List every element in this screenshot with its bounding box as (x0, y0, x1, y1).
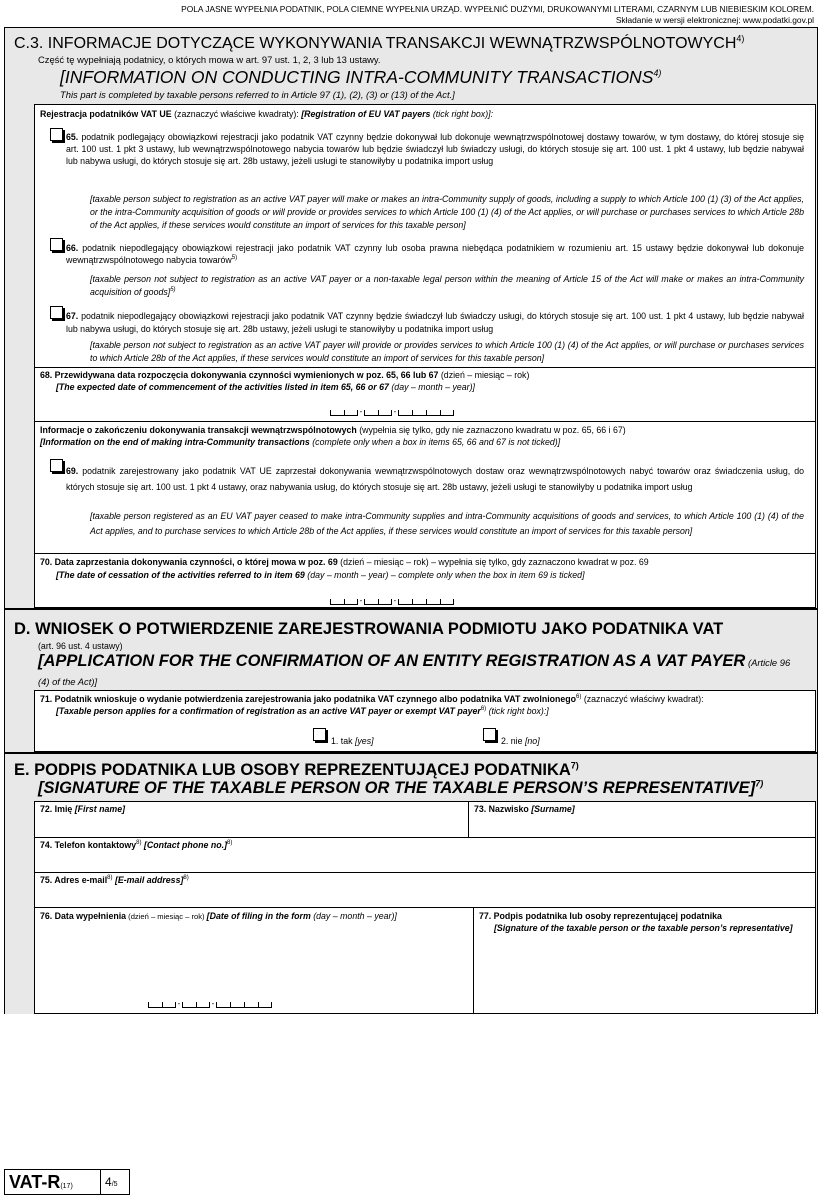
field-email[interactable]: 75. Adres e-mail$^{8)}$ [E-mail address]$^{8)}$ (40, 875, 189, 885)
d-title: D. WNIOSEK O POTWIERDZENIE ZAREJESTROWANIA PODMIOTU JAKO PODATNIKA VAT (14, 620, 724, 638)
item-65-text: 65. podatnik podlegający obowiązkowi rejestracji jako podatnik VAT czynny będzie dokonywał lub dokonuje wewnątrzwspólnotowej dostawy towarów, w tym dostawy, do której stosuje się art. 100 ust. 1 pkt 3 ustawy, lub wewnątrzwspólnotowego nabycia towarów lub będzie świadczył lub świadczy usługi, do których stosuje się art. 100 ust. 1 pkt 4 ustawy, lub będzie nabywał lub nabywa usługi, do których stosuje się art. 28b ustawy, jeżeli usługi te stanowiłyby u podatnika import usług (66, 132, 804, 166)
form-code: VAT-R(17) (9, 1172, 73, 1192)
c3-title: C.3. INFORMACJE DOTYCZĄCE WYKONYWANIA TRANSAKCJI WEWNĄTRZWSPÓLNOTOWYCH$^{4)}$ (14, 33, 745, 52)
c3-subtitle-en: This part is completed by taxable persons referred to in Article 97 (1), (2), (3) or (13) of the Act.] (60, 89, 455, 100)
checkbox-67[interactable] (50, 306, 63, 319)
option-yes-label: 1. tak [yes] (331, 736, 374, 746)
item-65-text-en: [taxable person subject to registration as an active VAT payer will make or makes an intra-Community supply of goods, including a supply to which Article 100 (1) (3) of the Act applies, or the intra-Community acquisition of goods or will provide or provides services to which Article 100 (1) (4) of the Act applies, or will purchase or purchases services to which Article 28b of the Act applies, if these services would constitute an import of services for this taxable person] (90, 194, 804, 230)
item-70-label: 70. Data zaprzestania dokonywania czynności, o której mowa w poz. 69 (dzień – miesiąc – rok) – wypełnia się tylko, gdy zaznaczono kwadrat w poz. 69 (40, 557, 649, 567)
item-71-label: 71. Podatnik wnioskuje o wydanie potwierdzenia zarejestrowania jako podatnika VAT czynnego albo podatnika VAT zwolnionego$^{6)}$ (zaznaczyć właściwy kwadrat): (40, 694, 704, 704)
header-electronic: Składanie w wersji elektronicznej: www.podatki.gov.pl (615, 15, 814, 25)
item-69-text: 69. podatnik zarejestrowany jako podatnik VAT UE zaprzestał dokonywania wewnątrzwspólnotowych dostaw oraz wewnątrzwspólnotowych nabyć towarów oraz świadczenia usług, do których stosuje się art. 100 ust. 1 pkt 4 ustawy, oraz nabywania usług, do których stosuje się art. 28b ustawy, jeżeli usługi te stanowiłyby u podatnika import usług (66, 466, 805, 492)
field-first-name[interactable]: 72. Imię [First name] (40, 804, 126, 814)
page-header (14, 4, 814, 26)
d-title-en: [APPLICATION FOR THE CONFIRMATION OF AN ENTITY REGISTRATION AS A VAT PAYER (Article 96 (4) of the Act)] (38, 652, 791, 687)
row-75-divider (34, 872, 816, 873)
row-76-divider (34, 907, 816, 908)
end-info-header: Informacje o zakończeniu dokonywania transakcji wewnątrzwspólnotowych (wypełnia się tylko, gdy nie zaznaczono kwadratu w poz. 65, 66 i 67) (40, 425, 626, 435)
row-74-divider (34, 837, 816, 838)
header-instructions: POLA JASNE WYPEŁNIA PODATNIK, POLA CIEMNE WYPEŁNIA URZĄD. WYPEŁNIĆ DUŻYMI, DRUKOWANYMI LITERAMI, CZARNYM LUB NIEBIESKIM KOLOREM. (181, 4, 814, 14)
item-71-label-en: [Taxable person applies for a confirmation of registration as an active VAT payer or exempt VAT payer$^{6)}$ (tick right box):] (56, 706, 549, 716)
field-phone[interactable]: 74. Telefon kontaktowy$^{8)}$ [Contact phone no.]$^{8)}$ (40, 840, 233, 850)
field-filing-date-label: 76. Data wypełnienia (dzień – miesiąc – rok) [Date of filing in the form (day – month – year)] (40, 911, 397, 921)
end-info-divider (34, 421, 816, 422)
item-69-text-en: [taxable person registered as an EU VAT payer ceased to make intra-Community supplies and intra-Community acquisitions of goods and services, to which Article 100 (1) (4) of the Act applies, and to purchase services to which Article 28b of the Act applies, if these services would constitute an import of services for this taxable person] (90, 511, 804, 536)
item-68-date-input[interactable]: - - (330, 408, 454, 416)
e-title: E. PODPIS PODATNIKA LUB OSOBY REPREZENTUJĄCEJ PODATNIKA$^{7)}$ (14, 760, 579, 779)
page-number: 4/5 (105, 1175, 118, 1189)
item-66-text-en: [taxable person not subject to registration as an active VAT payer or a non-taxable legal person within the meaning of Article 15 of the Act will make or makes an intra-Community acquisition of goods]$^{5)}$ (90, 274, 804, 297)
item-68-label-en: [The expected date of commencement of the activities listed in item 65, 66 or 67 (day – month – year)] (56, 382, 475, 392)
checkbox-71-yes[interactable] (313, 728, 326, 741)
footer-divider (100, 1169, 101, 1195)
item-68-divider (34, 367, 816, 368)
field-surname[interactable]: 73. Nazwisko [Surname] (474, 804, 575, 814)
item-67-text-en: [taxable person not subject to registration as an active VAT payer will provide or provides services to which Article 100 (1) (4) of the Act applies, or will purchase or purchases services to which Article 28b of the Act applies, if these services would constitute an import of services for this taxable person] (90, 340, 804, 363)
end-info-header-en: [Information on the end of making intra-Community transactions (complete only when a box in items 65, 66 and 67 is not ticked)] (40, 437, 561, 447)
item-70-label-en: [The date of cessation of the activities referred to in item 69 (day – month – year) – complete only when the box in item 69 is ticked] (56, 570, 585, 580)
item-66-text: 66. podatnik niepodlegający obowiązkowi rejestracji jako podatnik VAT czynny lub osoba prawna niebędąca podatnikiem w rozumieniu art. 15 ustawy będzie dokonywał lub dokonuje wewnątrzwspólnotowego nabycia towarów$^{5)}$ (66, 243, 804, 265)
d-subtitle: (art. 96 ust. 4 ustawy) (38, 641, 123, 651)
item-67-text: 67. podatnik niepodlegający obowiązkowi rejestracji jako podatnik VAT czynny będzie świadczył lub świadczy usługi, do których stosuje się art. 100 ust. 1 pkt 4 ustawy, lub będzie nabywał lub nabywa usługi, do których stosuje się art. 28b ustawy, jeżeli usługi te stanowiłyby u podatnika import usług (66, 311, 804, 334)
checkbox-71-no[interactable] (483, 728, 496, 741)
item-70-divider (34, 553, 816, 554)
item-68-label: 68. Przewidywana data rozpoczęcia dokonywania czynności wymienionych w poz. 65, 66 lub 67 (dzień – miesiąc – rok) (40, 370, 530, 380)
checkbox-66[interactable] (50, 238, 63, 251)
checkbox-69[interactable] (50, 459, 63, 472)
c3-subtitle: Część tę wypełniają podatnicy, o których mowa w art. 97 ust. 1, 2, 3 lub 13 ustawy. (38, 54, 381, 65)
divider-76-77 (473, 907, 474, 1014)
divider-72-73 (468, 801, 469, 837)
field-signature[interactable]: 77. Podpis podatnika lub osoby reprezentującej podatnika [Signature of the taxable person or the taxable person’s representative] (479, 911, 793, 933)
option-no-label: 2. nie [no] (501, 736, 540, 746)
c3-title-en: [INFORMATION ON CONDUCTING INTRA-COMMUNITY TRANSACTIONS$^{4)}$ (60, 67, 662, 87)
checkbox-65[interactable] (50, 128, 63, 141)
e-title-en: [SIGNATURE OF THE TAXABLE PERSON OR THE TAXABLE PERSON’S REPRESENTATIVE]$^{7)}$ (38, 778, 764, 797)
filing-date-input[interactable]: - - (148, 1000, 272, 1008)
item-70-date-input[interactable]: - - (330, 597, 454, 605)
registration-header: Rejestracja podatników VAT UE (zaznaczyć właściwe kwadraty): [Registration of EU VAT payers (tick right box)]: (40, 109, 494, 119)
